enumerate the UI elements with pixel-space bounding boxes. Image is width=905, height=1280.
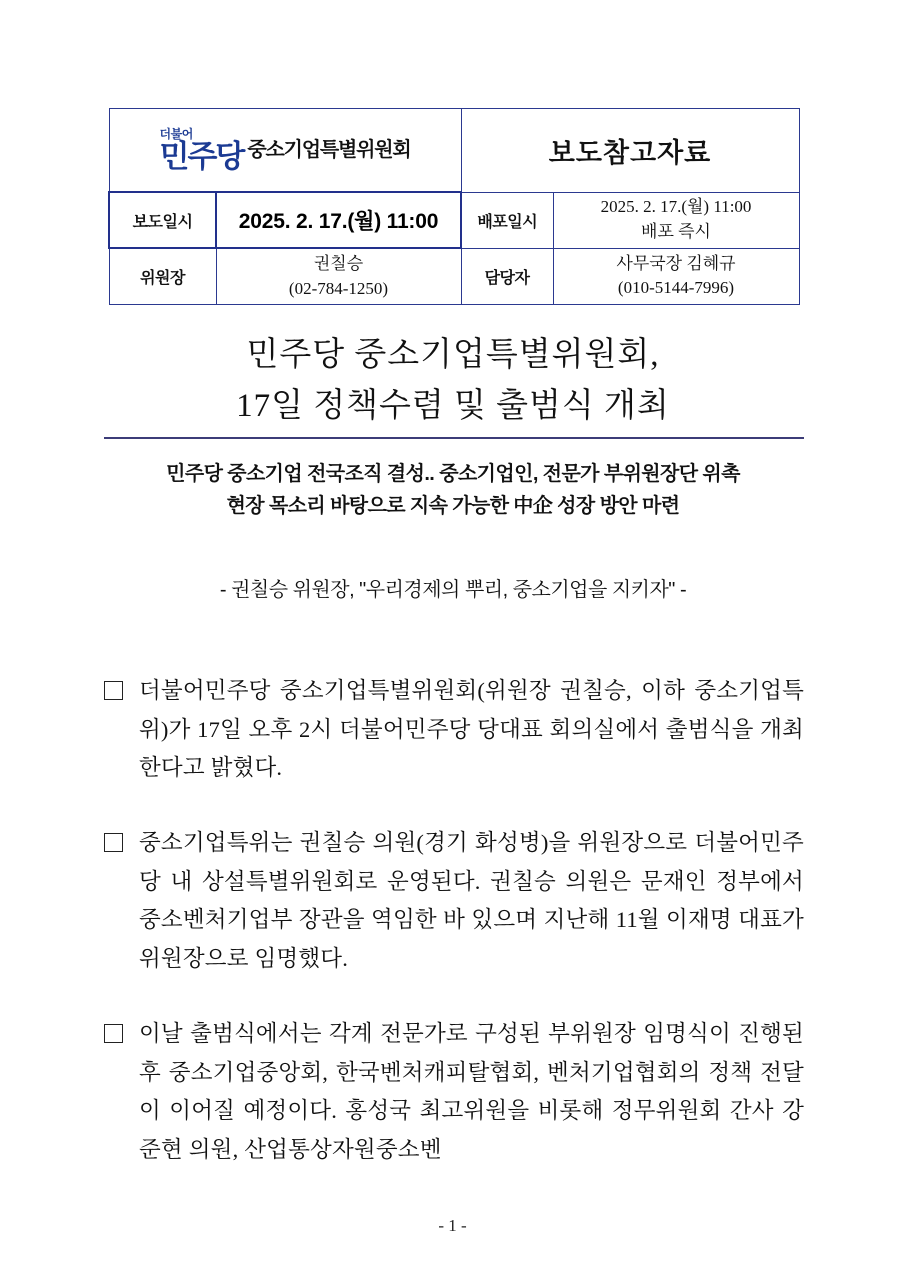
title-divider (104, 437, 804, 439)
distribute-datetime-line1: 2025. 2. 17.(월) 11:00 (600, 197, 752, 217)
distribute-datetime-line2: 배포 즉시 (641, 222, 711, 241)
contact-person-phone: (010-5144-7996) (617, 278, 735, 298)
chairperson-name: 권칠승 (313, 253, 364, 273)
logo-mark (160, 128, 244, 172)
contact-person-name: 사무국장 김혜규 (616, 253, 736, 273)
value-contact-person (553, 248, 799, 305)
logo-sub-text: 중소기업특별위원회 (247, 139, 411, 161)
table-row (109, 192, 799, 248)
paragraph-text: 더불어민주당 중소기업특별위원회(위원장 권칠승, 이하 중소기업특위)가 17일 오후 2시 더불어민주당 당대표 회의실에서 출범식을 개최한다고 밝혔다. (139, 678, 804, 781)
pull-quote: - 권칠승 위원장, "우리경제의 뿌리, 중소기업을 지키자" - (219, 579, 687, 601)
paragraph-text: 이날 출범식에서는 각계 전문가로 구성된 부위원장 임명식이 진행된 후 중소기업중앙회, 한국벤처캐피탈협회, 벤처기업협회의 정책 전달이 이어질 예정이다. 홍성국 최고위원을 비롯해 정무위원회 간사 강준현 의원, 산업통상자원중소벤 (139, 1020, 804, 1162)
chairperson-phone: (02-784-1250) (288, 278, 389, 298)
label-contact-person: 담당자 (461, 248, 553, 305)
paragraph (104, 824, 804, 979)
label-report-datetime: 보도일시 (109, 192, 216, 248)
paragraph (104, 1015, 804, 1170)
page-title (90, 330, 816, 432)
party-logo-cell (109, 109, 461, 193)
paragraph (104, 672, 804, 788)
square-bullet-icon (104, 681, 123, 700)
logo-top-text: 더불어 (159, 127, 193, 141)
headline-line1: 민주당 중소기업특별위원회, (246, 337, 660, 373)
square-bullet-icon (104, 833, 123, 852)
value-distribute-datetime (553, 192, 799, 248)
square-bullet-icon (104, 1024, 123, 1043)
headline-line2: 17일 정책수렴 및 출범식 개최 (236, 388, 670, 425)
subheadline-line2: 현장 목소리 바탕으로 지속 가능한 中企 성장 방안 마련 (226, 495, 680, 517)
document-type-title: 보도참고자료 (461, 109, 799, 193)
logo-main-text: 민주당 (159, 139, 244, 174)
label-distribute-datetime: 배포일시 (461, 192, 553, 248)
paragraph-text: 중소기업특위는 권칠승 의원(경기 화성병)을 위원장으로 더불어민주당 내 상설특별위원회로 운영된다. 권칠승 의원은 문재인 정부에서 중소벤처기업부 장관을 역임한 바 있으며 지난해 11월 이재명 대표가 위원장으로 임명했다. (139, 830, 804, 972)
value-chairperson (216, 248, 461, 305)
table-row (109, 248, 799, 305)
page-number: - 1 - (438, 1216, 467, 1235)
header-info-table (108, 108, 800, 305)
body-content (104, 672, 804, 1206)
subheadline-line1: 민주당 중소기업 전국조직 결성.. 중소기업인, 전문가 부위원장단 위촉 (166, 463, 740, 485)
value-report-datetime: 2025. 2. 17.(월) 11:00 (216, 192, 461, 248)
subheadline (90, 458, 816, 522)
party-logo (118, 128, 453, 172)
label-chairperson: 위원장 (109, 248, 216, 305)
table-row (109, 109, 799, 193)
